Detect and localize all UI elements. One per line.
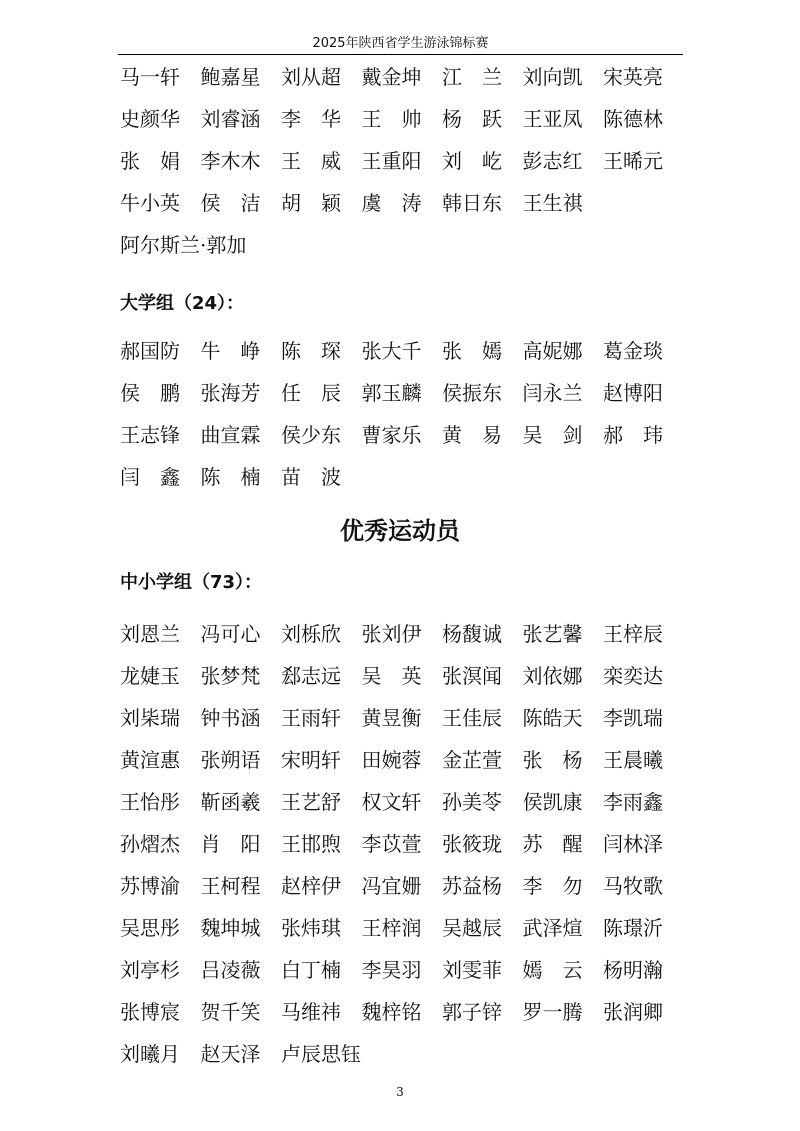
name-row	[120, 98, 690, 140]
athlete-name: 刘从超	[281, 65, 341, 89]
athlete-name: 刘 屹	[442, 149, 502, 173]
athlete-name: 白丁楠	[281, 958, 341, 982]
athlete-name: 张艺馨	[522, 622, 583, 646]
name-row	[120, 907, 690, 949]
athlete-name: 宋英亮	[603, 65, 663, 89]
athlete-name: 宋明轩	[281, 748, 341, 772]
name-row	[120, 823, 690, 865]
athlete-name: 李 华	[281, 107, 341, 131]
athlete-name: 陈璟沂	[603, 916, 663, 940]
athlete-name: 李 勿	[522, 874, 583, 898]
athlete-name: 王梓辰	[603, 622, 663, 646]
athlete-name: 陈德林	[603, 107, 663, 131]
name-row	[120, 330, 690, 372]
athlete-name: 刘向凯	[522, 65, 583, 89]
athlete-name: 钟书涵	[200, 706, 261, 730]
athlete-name: 张 嫣	[442, 339, 502, 363]
athlete-name: 杨明瀚	[603, 958, 663, 982]
athlete-name: 彭志红	[522, 149, 583, 173]
athlete-name: 张溟闻	[442, 664, 502, 688]
athlete-name: 王佳辰	[442, 706, 502, 730]
athlete-name: 王 帅	[361, 107, 422, 131]
athlete-name: 刘恩兰	[120, 622, 180, 646]
athlete-name: 陈 琛	[281, 339, 341, 363]
name-row	[120, 739, 690, 781]
athlete-name: 曹家乐	[361, 423, 422, 447]
athlete-name: 史颜华	[120, 107, 180, 131]
athlete-name: 苏博渝	[120, 874, 180, 898]
athlete-name: 吴 英	[361, 664, 422, 688]
athlete-name: 刘亭杉	[120, 958, 180, 982]
athlete-name: 郝 玮	[603, 423, 663, 447]
primary-secondary-group-label: 中小学组（73）：	[120, 572, 263, 593]
athlete-name: 苏 醒	[522, 832, 583, 856]
athlete-name: 李木木	[200, 149, 261, 173]
athlete-name: 金芷萱	[442, 748, 502, 772]
athlete-name: 侯少东	[281, 423, 341, 447]
athlete-name: 任 辰	[281, 381, 341, 405]
athlete-name: 张博宸	[120, 1000, 180, 1024]
athlete-name: 曲宣霖	[200, 423, 261, 447]
athlete-name: 孙熠杰	[120, 832, 180, 856]
athlete-name: 杨 跃	[442, 107, 502, 131]
athlete-name: 吴越辰	[442, 916, 502, 940]
athlete-name: 赵博阳	[603, 381, 663, 405]
athlete-name: 马维祎	[281, 1000, 341, 1024]
university-group-label: 大学组（24）：	[120, 293, 245, 314]
athlete-name: 靳函羲	[200, 790, 261, 814]
athlete-name: 王志锋	[120, 423, 180, 447]
athlete-name: 张大千	[361, 339, 422, 363]
name-row	[120, 372, 690, 414]
athlete-name: 张海芳	[200, 381, 261, 405]
athlete-name: 闫永兰	[522, 381, 583, 405]
athlete-name: 鲍嘉星	[200, 65, 261, 89]
athlete-name: 戴金坤	[361, 65, 422, 89]
athlete-name: 侯凯康	[522, 790, 583, 814]
athlete-name: 马一轩	[120, 65, 180, 89]
athlete-name: 龙婕玉	[120, 664, 180, 688]
athlete-name: 葛金琰	[603, 339, 663, 363]
athlete-name: 杨馥诚	[442, 622, 502, 646]
athlete-name: 牛小英	[120, 191, 180, 215]
athlete-name: 冯宜姗	[361, 874, 422, 898]
name-list-previous-group	[120, 56, 690, 266]
athlete-name: 张梦梵	[200, 664, 261, 688]
athlete-name: 王生祺	[522, 191, 583, 215]
athlete-name: 张润卿	[603, 1000, 663, 1024]
athlete-name: 张炜琪	[281, 916, 341, 940]
name-list-university-group	[120, 330, 690, 498]
athlete-name: 刘雯菲	[442, 958, 502, 982]
athlete-name: 闫林泽	[603, 832, 663, 856]
name-row	[120, 140, 690, 182]
athlete-name: 孙美苓	[442, 790, 502, 814]
athlete-name: 王亚凤	[522, 107, 583, 131]
athlete-name: 黄昱衡	[361, 706, 422, 730]
athlete-name: 张刘伊	[361, 622, 422, 646]
name-row	[120, 56, 690, 98]
athlete-name: 李雨鑫	[603, 790, 663, 814]
name-row	[120, 697, 690, 739]
athlete-name: 张筱珑	[442, 832, 502, 856]
name-row	[120, 224, 690, 266]
athlete-name: 郭玉麟	[361, 381, 422, 405]
athlete-name: 陈 楠	[200, 465, 261, 489]
athlete-name: 阿尔斯兰·郭加	[120, 233, 247, 257]
athlete-name: 郭子锌	[442, 1000, 502, 1024]
name-row	[120, 456, 690, 498]
athlete-name: 高妮娜	[522, 339, 583, 363]
athlete-name: 刘睿涵	[200, 107, 261, 131]
athlete-name: 权文轩	[361, 790, 422, 814]
athlete-name: 刘依娜	[522, 664, 583, 688]
athlete-name: 侯振东	[442, 381, 502, 405]
athlete-name: 张 杨	[522, 748, 583, 772]
athlete-name: 王怡彤	[120, 790, 180, 814]
athlete-name: 侯 鹏	[120, 381, 180, 405]
athlete-name: 马牧歌	[603, 874, 663, 898]
athlete-name: 李凯瑞	[603, 706, 663, 730]
athlete-name: 赵梓伊	[281, 874, 341, 898]
athlete-name: 闫 鑫	[120, 465, 180, 489]
athlete-name: 黄 易	[442, 423, 502, 447]
athlete-name: 罗一腾	[522, 1000, 583, 1024]
athlete-name: 苏益杨	[442, 874, 502, 898]
athlete-name: 嫣 云	[522, 958, 583, 982]
athlete-name: 牛 峥	[200, 339, 261, 363]
athlete-name: 王柯程	[200, 874, 261, 898]
athlete-name: 王重阳	[361, 149, 422, 173]
name-row	[120, 781, 690, 823]
athlete-name: 栾奕达	[603, 664, 663, 688]
athlete-name: 韩日东	[442, 191, 502, 215]
athlete-name: 王晞元	[603, 149, 663, 173]
section-title-outstanding-athletes: 优秀运动员	[340, 517, 460, 545]
athlete-name: 李昊羽	[361, 958, 422, 982]
header-divider	[118, 54, 683, 55]
athlete-name: 赵天泽	[200, 1042, 261, 1066]
athlete-name: 魏梓铭	[361, 1000, 422, 1024]
name-row	[120, 949, 690, 991]
athlete-name: 武泽煊	[522, 916, 583, 940]
athlete-name: 卢辰思钰	[281, 1042, 361, 1066]
name-row	[120, 655, 690, 697]
athlete-name: 黄渲惠	[120, 748, 180, 772]
athlete-name: 吕凌薇	[200, 958, 261, 982]
athlete-name: 王艺舒	[281, 790, 341, 814]
athlete-name: 陈皓天	[522, 706, 583, 730]
athlete-name: 魏坤城	[200, 916, 261, 940]
name-row	[120, 1033, 690, 1075]
athlete-name: 王梓润	[361, 916, 422, 940]
athlete-name: 刘栎欣	[281, 622, 341, 646]
athlete-name: 李苡萱	[361, 832, 422, 856]
page-header-title: 2025年陕西省学生游泳锦标赛	[312, 36, 489, 51]
athlete-name: 郝国防	[120, 339, 180, 363]
athlete-name: 虞 涛	[361, 191, 422, 215]
page-number: 3	[396, 1085, 404, 1099]
athlete-name: 冯可心	[200, 622, 261, 646]
name-row	[120, 991, 690, 1033]
athlete-name: 刘曦月	[120, 1042, 180, 1066]
athlete-name: 刘枈瑞	[120, 706, 180, 730]
name-row	[120, 182, 690, 224]
name-row	[120, 414, 690, 456]
athlete-name: 王晨曦	[603, 748, 663, 772]
athlete-name: 胡 颖	[281, 191, 341, 215]
athlete-name: 王邯煦	[281, 832, 341, 856]
athlete-name: 江 兰	[442, 65, 502, 89]
athlete-name: 吴思彤	[120, 916, 180, 940]
athlete-name: 王 威	[281, 149, 341, 173]
athlete-name: 贺千笑	[200, 1000, 261, 1024]
athlete-name: 王雨轩	[281, 706, 341, 730]
athlete-name: 田婉蓉	[361, 748, 422, 772]
name-row	[120, 865, 690, 907]
athlete-name: 苗 波	[281, 465, 341, 489]
athlete-name: 郄志远	[281, 664, 341, 688]
athlete-name: 张 娟	[120, 149, 180, 173]
athlete-name: 张朔语	[200, 748, 261, 772]
athlete-name: 吴 剑	[522, 423, 583, 447]
name-list-primary-secondary-group	[120, 613, 690, 1075]
athlete-name: 侯 洁	[200, 191, 261, 215]
name-row	[120, 613, 690, 655]
athlete-name: 肖 阳	[200, 832, 261, 856]
